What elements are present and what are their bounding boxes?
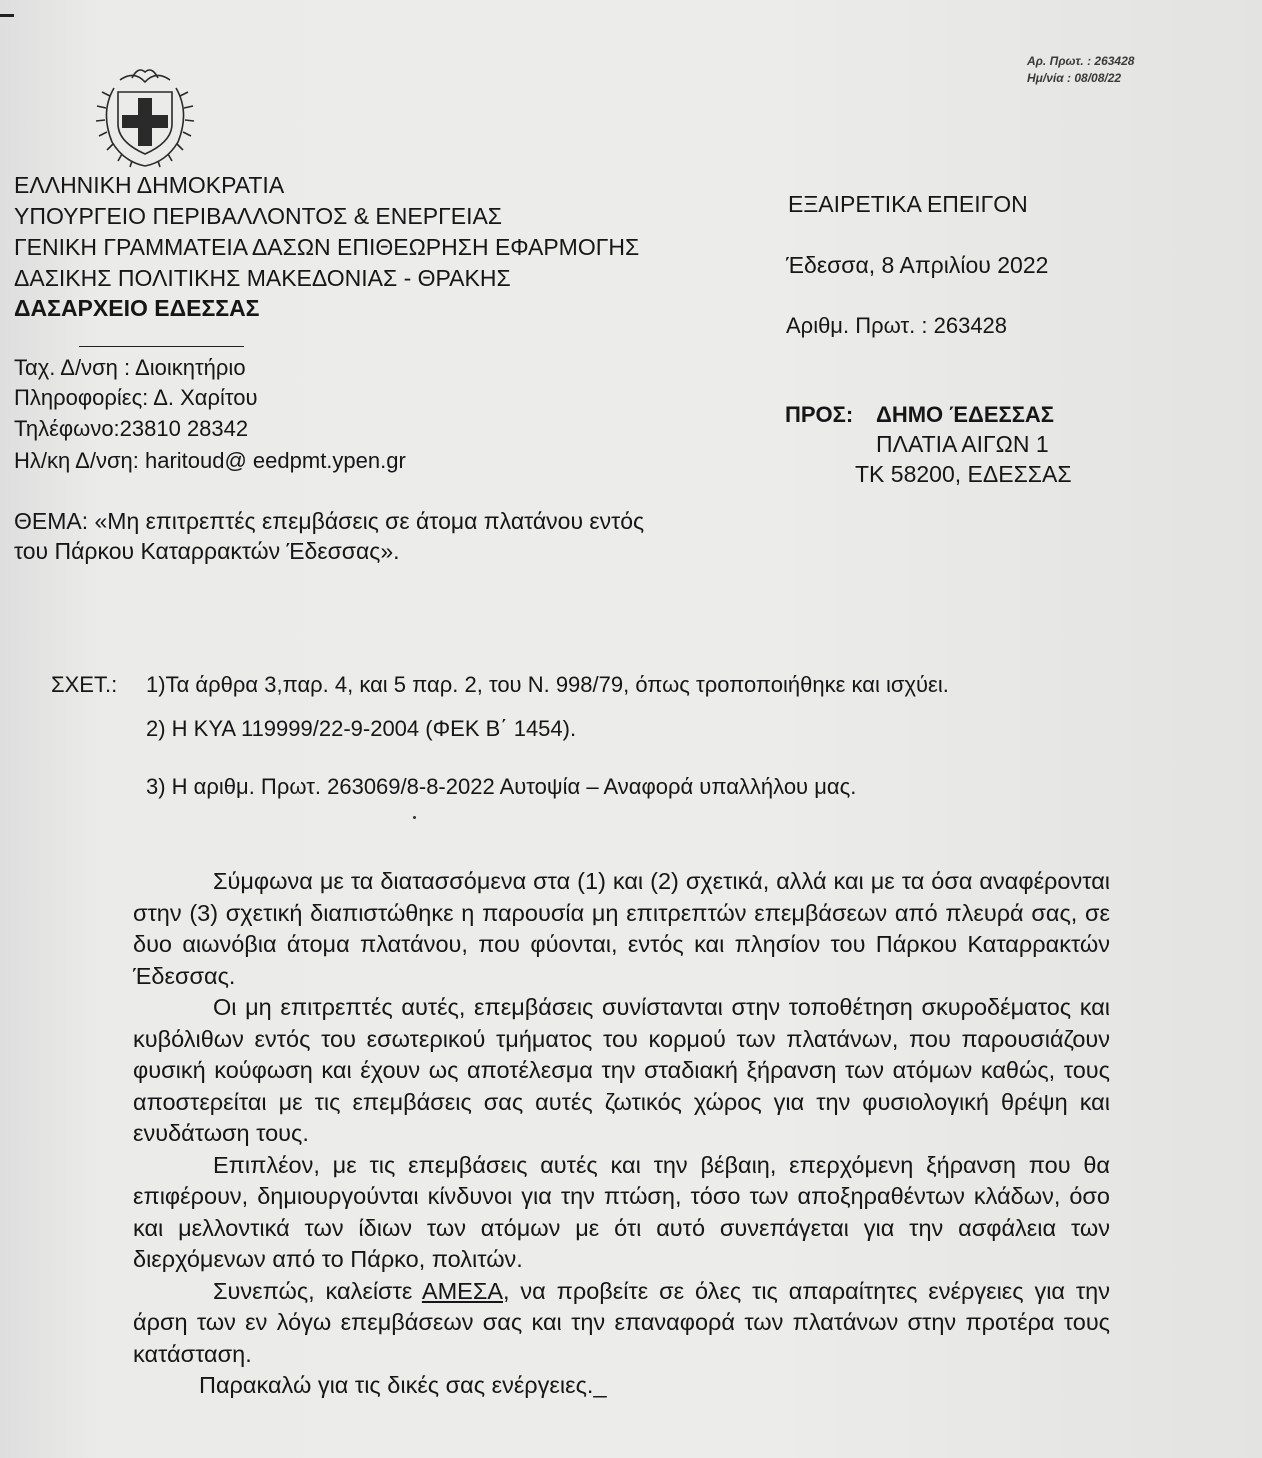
paragraph-4-end: να προβείτε σε όλες τις απαραίτητες ενέργειες για την άρση των εν λόγω επεμβάσεων σας και την επαναφορά των πλατάνων στην προτέρα τους κατάσταση. xyxy=(133,1277,1110,1367)
reference-item-2: 2) Η ΚΥΑ 119999/22-9-2004 (ΦΕΚ Β΄ 1454). xyxy=(146,716,577,741)
subject-line-2: του Πάρκου Καταρρακτών Έδεσσας». xyxy=(14,538,400,564)
stamp-date: Ημ/νία : 08/08/22 xyxy=(1027,71,1122,85)
body-paragraph-3: Επιπλέον, με τις επεμβάσεις αυτές και την βέβαιη, επερχόμενη ξήρανση που θα επιφέρουν, δημιουργούνται κίνδυνοι για την πτώση, τόσο των αποξηραθέντων κλάδων, όσο και μελλοντικά των ίδιων των ατόμων με ότι αυτό συνεπάγεται για την ασφάλεια των διερχόμενων από το Πάρκο, πολιτών. xyxy=(133,1151,1110,1272)
letter-body xyxy=(133,866,1110,1402)
greek-emblem-icon xyxy=(92,62,198,174)
contact-email: Ηλ/κη Δ/νση: haritoud@ eedpmt.ypen.gr xyxy=(14,448,406,473)
sender-line-5: ΔΑΣΑΡΧΕΙΟ ΕΔΕΣΣΑΣ xyxy=(14,295,260,321)
closing-line: Παρακαλώ για τις δικές σας ενέργειες._ xyxy=(199,1372,607,1398)
recipient-name: ΔΗΜΟ ΈΔΕΣΣΑΣ xyxy=(876,402,1054,427)
body-paragraph-1: Σύμφωνα με τα διατασσόμενα στα (1) και (2) σχετικά, αλλά και με τα όσα αναφέρονται στην (3) σχετική διαπιστώθηκε η παρουσία μη επιτρεπτών επεμβάσεων από πλευρά σας, σε δυο αιωνόβια άτομα πλατάνου, που φύονται, εντός και πλησίον του Πάρκου Καταρρακτών Έδεσσας. xyxy=(133,868,1110,989)
paragraph-4-start: Συνεπώς, καλείστε xyxy=(213,1277,422,1304)
references-label: ΣΧΕΤ.: xyxy=(51,672,118,697)
reference-item-1: 1)Τα άρθρα 3,παρ. 4, και 5 παρ. 2, του Ν. 998/79, όπως τροποποιήθηκε και ισχύει. xyxy=(146,672,949,697)
body-paragraph-4 xyxy=(133,1276,1110,1371)
urgency-label: ΕΞΑΙΡΕΤΙΚΑ ΕΠΕΙΓΟΝ xyxy=(788,191,1028,217)
sender-line-2: ΥΠΟΥΡΓΕΙΟ ΠΕΡΙΒΑΛΛΟΝΤΟΣ & ΕΝΕΡΓΕΙΑΣ xyxy=(14,203,503,229)
recipient-street: ΠΛΑΤΙΑ ΑΙΓΩΝ 1 xyxy=(876,431,1049,457)
place-date: Έδεσσα, 8 Απριλίου 2022 xyxy=(786,252,1049,278)
contact-address: Ταχ. Δ/νση : Διοικητήριο xyxy=(14,355,246,380)
separator-line xyxy=(79,346,244,347)
stray-dot xyxy=(413,816,416,819)
emphasis-amesa: ΑΜΕΣΑ, xyxy=(421,1277,510,1304)
contact-phone: Τηλέφωνο:23810 28342 xyxy=(14,416,249,441)
sender-line-4: ΔΑΣΙΚΗΣ ΠΟΛΙΤΙΚΗΣ ΜΑΚΕΔΟΝΙΑΣ - ΘΡΑΚΗΣ xyxy=(14,265,511,291)
body-paragraph-2: Οι μη επιτρεπτές αυτές, επεμβάσεις συνίστανται στην τοποθέτηση σκυροδέματος και κυβόλιθων εντός του εσωτερικού τμήματος του κορμού των πλατάνων, που παρουσιάζουν φυσική κούφωση και έχουν ως αποτέλεσμα την σταδιακή ξήρανση των ατόμων καθώς, τους αποστερείται με τις επεμβάσεις σας αυτές ζωτικός χώρος για την φυσιολογική θρέψη και ενυδάτωση τους. xyxy=(133,994,1110,1146)
recipient-city: ΤΚ 58200, ΕΔΕΣΣΑΣ xyxy=(855,461,1072,487)
corner-mark xyxy=(0,14,14,17)
sender-line-3: ΓΕΝΙΚΗ ΓΡΑΜΜΑΤΕΙΑ ΔΑΣΩΝ ΕΠΙΘΕΩΡΗΣΗ ΕΦΑΡΜΟΓΗΣ xyxy=(14,234,640,260)
protocol-number: Αριθμ. Πρωτ. : 263428 xyxy=(786,313,1008,338)
reference-item-3: 3) Η αριθμ. Πρωτ. 263069/8-8-2022 Αυτοψία – Αναφορά υπαλλήλου μας. xyxy=(146,774,857,799)
stamp-protocol: Αρ. Πρωτ. : 263428 xyxy=(1027,54,1135,68)
subject-line-1: ΘΕΜΑ: «Μη επιτρεπτές επεμβάσεις σε άτομα πλατάνου εντός xyxy=(14,508,645,534)
recipient-label: ΠΡΟΣ: xyxy=(785,402,854,427)
sender-line-1: ΕΛΛΗΝΙΚΗ ΔΗΜΟΚΡΑΤΙΑ xyxy=(14,172,285,198)
contact-info: Πληροφορίες: Δ. Χαρίτου xyxy=(14,385,258,410)
